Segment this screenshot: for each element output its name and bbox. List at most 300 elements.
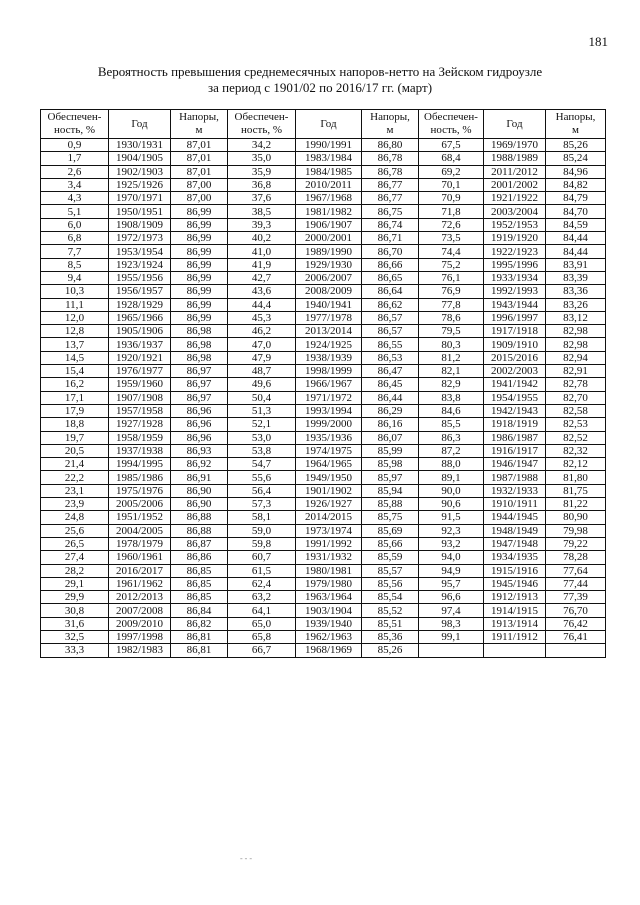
head-cell: 86,98 bbox=[171, 338, 228, 351]
year-cell: 1992/1993 bbox=[484, 285, 546, 298]
year-cell: 1944/1945 bbox=[484, 511, 546, 524]
head-cell: 86,57 bbox=[362, 325, 419, 338]
table-row bbox=[41, 471, 606, 484]
head-cell: 86,44 bbox=[362, 391, 419, 404]
head-cell: 86,82 bbox=[171, 617, 228, 630]
table-row bbox=[41, 271, 606, 284]
provision-cell: 13,7 bbox=[41, 338, 109, 351]
head-cell: 86,65 bbox=[362, 271, 419, 284]
provision-cell: 81,2 bbox=[419, 351, 484, 364]
provision-cell: 20,5 bbox=[41, 444, 109, 457]
head-cell: 86,85 bbox=[171, 591, 228, 604]
year-cell: 1908/1909 bbox=[109, 218, 171, 231]
year-cell: 1997/1998 bbox=[109, 630, 171, 643]
provision-cell: 73,5 bbox=[419, 232, 484, 245]
year-cell: 1941/1942 bbox=[484, 378, 546, 391]
head-cell: 77,44 bbox=[546, 577, 606, 590]
year-cell: 1972/1973 bbox=[109, 232, 171, 245]
year-cell: 1958/1959 bbox=[109, 431, 171, 444]
provision-cell: 6,0 bbox=[41, 218, 109, 231]
table-row bbox=[41, 178, 606, 191]
head-cell: 82,94 bbox=[546, 351, 606, 364]
provision-cell: 29,9 bbox=[41, 591, 109, 604]
head-cell bbox=[546, 644, 606, 657]
header-year-3: Год bbox=[484, 110, 546, 139]
year-cell: 1926/1927 bbox=[296, 498, 362, 511]
document-title bbox=[0, 64, 640, 96]
head-cell: 82,91 bbox=[546, 365, 606, 378]
provision-cell: 60,7 bbox=[228, 551, 296, 564]
year-cell: 1955/1956 bbox=[109, 271, 171, 284]
provision-cell: 59,8 bbox=[228, 537, 296, 550]
provision-cell: 19,7 bbox=[41, 431, 109, 444]
head-cell: 86,99 bbox=[171, 245, 228, 258]
year-cell: 1995/1996 bbox=[484, 258, 546, 271]
provision-cell: 12,8 bbox=[41, 325, 109, 338]
year-cell: 1917/1918 bbox=[484, 325, 546, 338]
provision-cell: 22,2 bbox=[41, 471, 109, 484]
year-cell: 1911/1912 bbox=[484, 630, 546, 643]
header-provision-3: Обеспечен- ность, % bbox=[419, 110, 484, 139]
head-cell: 84,59 bbox=[546, 218, 606, 231]
head-cell: 83,36 bbox=[546, 285, 606, 298]
head-cell: 86,81 bbox=[171, 644, 228, 657]
provision-cell: 80,3 bbox=[419, 338, 484, 351]
year-cell: 2011/2012 bbox=[484, 165, 546, 178]
provision-cell: 39,3 bbox=[228, 218, 296, 231]
provision-cell: 89,1 bbox=[419, 471, 484, 484]
provision-cell: 15,4 bbox=[41, 365, 109, 378]
head-cell: 87,00 bbox=[171, 178, 228, 191]
provision-cell: 27,4 bbox=[41, 551, 109, 564]
year-cell: 1928/1929 bbox=[109, 298, 171, 311]
head-cell: 85,69 bbox=[362, 524, 419, 537]
provision-cell: 9,4 bbox=[41, 271, 109, 284]
year-cell: 1996/1997 bbox=[484, 311, 546, 324]
provision-cell: 34,2 bbox=[228, 139, 296, 152]
header-year-1: Год bbox=[109, 110, 171, 139]
table-row bbox=[41, 404, 606, 417]
table-row bbox=[41, 232, 606, 245]
head-cell: 82,53 bbox=[546, 418, 606, 431]
header-head-3: Напоры, м bbox=[546, 110, 606, 139]
year-cell: 1932/1933 bbox=[484, 484, 546, 497]
head-cell: 86,98 bbox=[171, 351, 228, 364]
head-cell: 85,36 bbox=[362, 630, 419, 643]
head-cell: 82,58 bbox=[546, 404, 606, 417]
provision-cell: 55,6 bbox=[228, 471, 296, 484]
head-cell: 86,97 bbox=[171, 365, 228, 378]
year-cell: 2007/2008 bbox=[109, 604, 171, 617]
provision-cell: 48,7 bbox=[228, 365, 296, 378]
year-cell: 2004/2005 bbox=[109, 524, 171, 537]
provision-cell: 59,0 bbox=[228, 524, 296, 537]
provision-cell: 12,0 bbox=[41, 311, 109, 324]
provision-cell: 26,5 bbox=[41, 537, 109, 550]
year-cell: 1939/1940 bbox=[296, 617, 362, 630]
head-cell: 78,28 bbox=[546, 551, 606, 564]
year-cell: 1904/1905 bbox=[109, 152, 171, 165]
head-cell: 86,91 bbox=[171, 471, 228, 484]
year-cell: 2002/2003 bbox=[484, 365, 546, 378]
provision-cell: 47,9 bbox=[228, 351, 296, 364]
head-cell: 85,66 bbox=[362, 537, 419, 550]
provision-cell: 99,1 bbox=[419, 630, 484, 643]
provision-cell: 43,6 bbox=[228, 285, 296, 298]
head-cell: 85,99 bbox=[362, 444, 419, 457]
provision-cell: 23,1 bbox=[41, 484, 109, 497]
year-cell: 1974/1975 bbox=[296, 444, 362, 457]
head-cell: 86,85 bbox=[171, 577, 228, 590]
head-cell: 76,41 bbox=[546, 630, 606, 643]
head-cell: 76,42 bbox=[546, 617, 606, 630]
year-cell: 2003/2004 bbox=[484, 205, 546, 218]
title-line-1: Вероятность превышения среднемесячных напоров-нетто на Зейском гидроузле bbox=[97, 64, 543, 79]
provision-cell: 63,2 bbox=[228, 591, 296, 604]
year-cell: 1923/1924 bbox=[109, 258, 171, 271]
head-cell: 86,97 bbox=[171, 391, 228, 404]
provision-cell: 25,6 bbox=[41, 524, 109, 537]
provision-cell: 76,1 bbox=[419, 271, 484, 284]
provision-cell: 62,4 bbox=[228, 577, 296, 590]
year-cell: 1937/1938 bbox=[109, 444, 171, 457]
provision-cell: 37,6 bbox=[228, 192, 296, 205]
head-cell: 85,75 bbox=[362, 511, 419, 524]
head-cell: 86,78 bbox=[362, 152, 419, 165]
year-cell: 1948/1949 bbox=[484, 524, 546, 537]
year-cell: 1959/1960 bbox=[109, 378, 171, 391]
year-cell: 2016/2017 bbox=[109, 564, 171, 577]
provision-cell: 93,2 bbox=[419, 537, 484, 550]
year-cell: 1960/1961 bbox=[109, 551, 171, 564]
table-row bbox=[41, 338, 606, 351]
provision-cell: 4,3 bbox=[41, 192, 109, 205]
provision-cell: 76,9 bbox=[419, 285, 484, 298]
head-cell: 86,92 bbox=[171, 458, 228, 471]
year-cell: 1962/1963 bbox=[296, 630, 362, 643]
head-cell: 86,99 bbox=[171, 298, 228, 311]
provision-cell: 35,0 bbox=[228, 152, 296, 165]
head-cell: 79,22 bbox=[546, 537, 606, 550]
head-cell: 84,70 bbox=[546, 205, 606, 218]
year-cell: 2015/2016 bbox=[484, 351, 546, 364]
head-cell: 85,52 bbox=[362, 604, 419, 617]
provision-cell: 88,0 bbox=[419, 458, 484, 471]
table-row bbox=[41, 498, 606, 511]
provision-cell: 21,4 bbox=[41, 458, 109, 471]
provision-cell: 54,7 bbox=[228, 458, 296, 471]
head-cell: 80,90 bbox=[546, 511, 606, 524]
provision-cell: 52,1 bbox=[228, 418, 296, 431]
head-cell: 85,54 bbox=[362, 591, 419, 604]
provision-cell: 87,2 bbox=[419, 444, 484, 457]
year-cell: 1980/1981 bbox=[296, 564, 362, 577]
head-cell: 84,79 bbox=[546, 192, 606, 205]
head-cell: 86,99 bbox=[171, 285, 228, 298]
year-cell: 1967/1968 bbox=[296, 192, 362, 205]
head-cell: 85,59 bbox=[362, 551, 419, 564]
header-year-2: Год bbox=[296, 110, 362, 139]
year-cell: 2000/2001 bbox=[296, 232, 362, 245]
head-cell: 86,75 bbox=[362, 205, 419, 218]
year-cell: 2012/2013 bbox=[109, 591, 171, 604]
page-number: 181 bbox=[588, 34, 608, 49]
table-row bbox=[41, 644, 606, 657]
year-cell: 1968/1969 bbox=[296, 644, 362, 657]
head-cell: 77,39 bbox=[546, 591, 606, 604]
year-cell: 1924/1925 bbox=[296, 338, 362, 351]
year-cell: 1952/1953 bbox=[484, 218, 546, 231]
year-cell: 1925/1926 bbox=[109, 178, 171, 191]
head-cell: 87,01 bbox=[171, 139, 228, 152]
year-cell: 1913/1914 bbox=[484, 617, 546, 630]
head-cell: 84,82 bbox=[546, 178, 606, 191]
provision-cell: 92,3 bbox=[419, 524, 484, 537]
provision-cell: 5,1 bbox=[41, 205, 109, 218]
head-cell: 79,98 bbox=[546, 524, 606, 537]
head-cell: 86,96 bbox=[171, 418, 228, 431]
year-cell: 1929/1930 bbox=[296, 258, 362, 271]
head-cell: 86,99 bbox=[171, 311, 228, 324]
provision-cell: 49,6 bbox=[228, 378, 296, 391]
head-cell: 81,80 bbox=[546, 471, 606, 484]
provision-cell: 17,1 bbox=[41, 391, 109, 404]
head-cell: 76,70 bbox=[546, 604, 606, 617]
provision-cell: 64,1 bbox=[228, 604, 296, 617]
head-cell: 81,22 bbox=[546, 498, 606, 511]
head-cell: 86,77 bbox=[362, 178, 419, 191]
head-cell: 85,24 bbox=[546, 152, 606, 165]
provision-cell: 31,6 bbox=[41, 617, 109, 630]
head-cell: 84,44 bbox=[546, 232, 606, 245]
table-row bbox=[41, 365, 606, 378]
provision-cell: 42,7 bbox=[228, 271, 296, 284]
year-cell: 1993/1994 bbox=[296, 404, 362, 417]
title-line-2: за период с 1901/02 по 2016/17 гг. (март) bbox=[207, 80, 433, 95]
year-cell: 1953/1954 bbox=[109, 245, 171, 258]
year-cell: 1991/1992 bbox=[296, 537, 362, 550]
year-cell: 1903/1904 bbox=[296, 604, 362, 617]
year-cell: 1986/1987 bbox=[484, 431, 546, 444]
header-head-1: Напоры, м bbox=[171, 110, 228, 139]
year-cell: 1931/1932 bbox=[296, 551, 362, 564]
provision-cell: 35,9 bbox=[228, 165, 296, 178]
head-cell: 86,70 bbox=[362, 245, 419, 258]
provision-cell: 29,1 bbox=[41, 577, 109, 590]
year-cell: 1966/1967 bbox=[296, 378, 362, 391]
head-cell: 86,86 bbox=[171, 551, 228, 564]
year-cell: 1971/1972 bbox=[296, 391, 362, 404]
table-row bbox=[41, 152, 606, 165]
year-cell: 1961/1962 bbox=[109, 577, 171, 590]
year-cell: 1956/1957 bbox=[109, 285, 171, 298]
provision-cell: 71,8 bbox=[419, 205, 484, 218]
table-row bbox=[41, 617, 606, 630]
year-cell: 1954/1955 bbox=[484, 391, 546, 404]
table-row bbox=[41, 431, 606, 444]
head-cell: 82,98 bbox=[546, 325, 606, 338]
year-cell: 1906/1907 bbox=[296, 218, 362, 231]
head-cell: 86,98 bbox=[171, 325, 228, 338]
year-cell: 1981/1982 bbox=[296, 205, 362, 218]
head-cell: 86,66 bbox=[362, 258, 419, 271]
year-cell: 2001/2002 bbox=[484, 178, 546, 191]
provision-cell: 70,1 bbox=[419, 178, 484, 191]
table-row bbox=[41, 298, 606, 311]
year-cell: 1963/1964 bbox=[296, 591, 362, 604]
year-cell: 1922/1923 bbox=[484, 245, 546, 258]
provision-cell: 11,1 bbox=[41, 298, 109, 311]
table-row bbox=[41, 325, 606, 338]
provision-cell: 74,4 bbox=[419, 245, 484, 258]
table-row bbox=[41, 351, 606, 364]
head-cell: 85,98 bbox=[362, 458, 419, 471]
provision-cell: 94,9 bbox=[419, 564, 484, 577]
provision-cell: 98,3 bbox=[419, 617, 484, 630]
head-cell: 83,91 bbox=[546, 258, 606, 271]
year-cell: 1951/1952 bbox=[109, 511, 171, 524]
year-cell: 1970/1971 bbox=[109, 192, 171, 205]
table-row bbox=[41, 378, 606, 391]
head-cell: 86,47 bbox=[362, 365, 419, 378]
year-cell: 1945/1946 bbox=[484, 577, 546, 590]
year-cell: 1947/1948 bbox=[484, 537, 546, 550]
provision-cell: 82,1 bbox=[419, 365, 484, 378]
provision-cell: 75,2 bbox=[419, 258, 484, 271]
year-cell: 1907/1908 bbox=[109, 391, 171, 404]
table-row bbox=[41, 285, 606, 298]
head-cell: 86,88 bbox=[171, 524, 228, 537]
head-cell: 85,51 bbox=[362, 617, 419, 630]
head-cell: 85,57 bbox=[362, 564, 419, 577]
table-row bbox=[41, 218, 606, 231]
year-cell: 1987/1988 bbox=[484, 471, 546, 484]
table-row bbox=[41, 444, 606, 457]
head-cell: 86,87 bbox=[171, 537, 228, 550]
year-cell: 1921/1922 bbox=[484, 192, 546, 205]
footer-mark: ‐ ‐ ‐ bbox=[240, 854, 252, 863]
header-head-2: Напоры, м bbox=[362, 110, 419, 139]
head-cell: 85,26 bbox=[362, 644, 419, 657]
head-cell: 85,97 bbox=[362, 471, 419, 484]
provision-cell: 36,8 bbox=[228, 178, 296, 191]
head-cell: 82,32 bbox=[546, 444, 606, 457]
provision-cell: 58,1 bbox=[228, 511, 296, 524]
provision-cell: 67,5 bbox=[419, 139, 484, 152]
provision-cell: 97,4 bbox=[419, 604, 484, 617]
head-cell: 86,84 bbox=[171, 604, 228, 617]
table-row bbox=[41, 418, 606, 431]
year-cell: 1918/1919 bbox=[484, 418, 546, 431]
provision-cell: 28,2 bbox=[41, 564, 109, 577]
head-cell: 86,90 bbox=[171, 498, 228, 511]
year-cell: 1949/1950 bbox=[296, 471, 362, 484]
head-cell: 87,01 bbox=[171, 165, 228, 178]
table-row bbox=[41, 551, 606, 564]
provision-cell: 44,4 bbox=[228, 298, 296, 311]
year-cell: 1920/1921 bbox=[109, 351, 171, 364]
table-row bbox=[41, 630, 606, 643]
provision-cell: 95,7 bbox=[419, 577, 484, 590]
year-cell: 1916/1917 bbox=[484, 444, 546, 457]
year-cell: 1975/1976 bbox=[109, 484, 171, 497]
provision-cell: 40,2 bbox=[228, 232, 296, 245]
head-cell: 86,93 bbox=[171, 444, 228, 457]
head-cell: 86,97 bbox=[171, 378, 228, 391]
year-cell: 1934/1935 bbox=[484, 551, 546, 564]
year-cell: 1902/1903 bbox=[109, 165, 171, 178]
head-cell: 86,96 bbox=[171, 431, 228, 444]
head-cell: 86,78 bbox=[362, 165, 419, 178]
provision-cell: 78,6 bbox=[419, 311, 484, 324]
table-row bbox=[41, 511, 606, 524]
head-cell: 85,94 bbox=[362, 484, 419, 497]
provision-cell: 77,8 bbox=[419, 298, 484, 311]
table-row bbox=[41, 537, 606, 550]
year-cell: 1935/1936 bbox=[296, 431, 362, 444]
head-cell: 86,85 bbox=[171, 564, 228, 577]
provision-cell: 17,9 bbox=[41, 404, 109, 417]
provision-cell: 16,2 bbox=[41, 378, 109, 391]
head-cell: 83,39 bbox=[546, 271, 606, 284]
year-cell: 1977/1978 bbox=[296, 311, 362, 324]
provision-cell: 0,9 bbox=[41, 139, 109, 152]
table-row bbox=[41, 524, 606, 537]
header-provision-1: Обеспечен- ность, % bbox=[41, 110, 109, 139]
provision-cell: 23,9 bbox=[41, 498, 109, 511]
head-cell: 87,00 bbox=[171, 192, 228, 205]
year-cell: 1983/1984 bbox=[296, 152, 362, 165]
head-cell: 86,80 bbox=[362, 139, 419, 152]
head-cell: 86,45 bbox=[362, 378, 419, 391]
provision-cell: 41,9 bbox=[228, 258, 296, 271]
year-cell: 1969/1970 bbox=[484, 139, 546, 152]
provision-cell: 45,3 bbox=[228, 311, 296, 324]
year-cell: 1964/1965 bbox=[296, 458, 362, 471]
provision-cell: 56,4 bbox=[228, 484, 296, 497]
table-row bbox=[41, 245, 606, 258]
provision-cell: 46,2 bbox=[228, 325, 296, 338]
head-cell: 86,96 bbox=[171, 404, 228, 417]
provision-cell: 85,5 bbox=[419, 418, 484, 431]
head-cell: 86,57 bbox=[362, 311, 419, 324]
provision-cell: 57,3 bbox=[228, 498, 296, 511]
head-cell: 86,99 bbox=[171, 258, 228, 271]
head-cell: 86,74 bbox=[362, 218, 419, 231]
provision-cell: 41,0 bbox=[228, 245, 296, 258]
year-cell bbox=[484, 644, 546, 657]
provision-cell: 65,0 bbox=[228, 617, 296, 630]
year-cell: 1957/1958 bbox=[109, 404, 171, 417]
provision-cell: 53,0 bbox=[228, 431, 296, 444]
year-cell: 2005/2006 bbox=[109, 498, 171, 511]
head-cell: 85,88 bbox=[362, 498, 419, 511]
table-row bbox=[41, 564, 606, 577]
provision-cell: 65,8 bbox=[228, 630, 296, 643]
provision-cell: 68,4 bbox=[419, 152, 484, 165]
table-row bbox=[41, 458, 606, 471]
provision-cell: 86,3 bbox=[419, 431, 484, 444]
year-cell: 1982/1983 bbox=[109, 644, 171, 657]
provision-cell: 96,6 bbox=[419, 591, 484, 604]
provision-cell: 18,8 bbox=[41, 418, 109, 431]
head-cell: 82,98 bbox=[546, 338, 606, 351]
provision-cell: 8,5 bbox=[41, 258, 109, 271]
provision-cell: 1,7 bbox=[41, 152, 109, 165]
head-cell: 86,16 bbox=[362, 418, 419, 431]
year-cell: 1973/1974 bbox=[296, 524, 362, 537]
table-row bbox=[41, 165, 606, 178]
